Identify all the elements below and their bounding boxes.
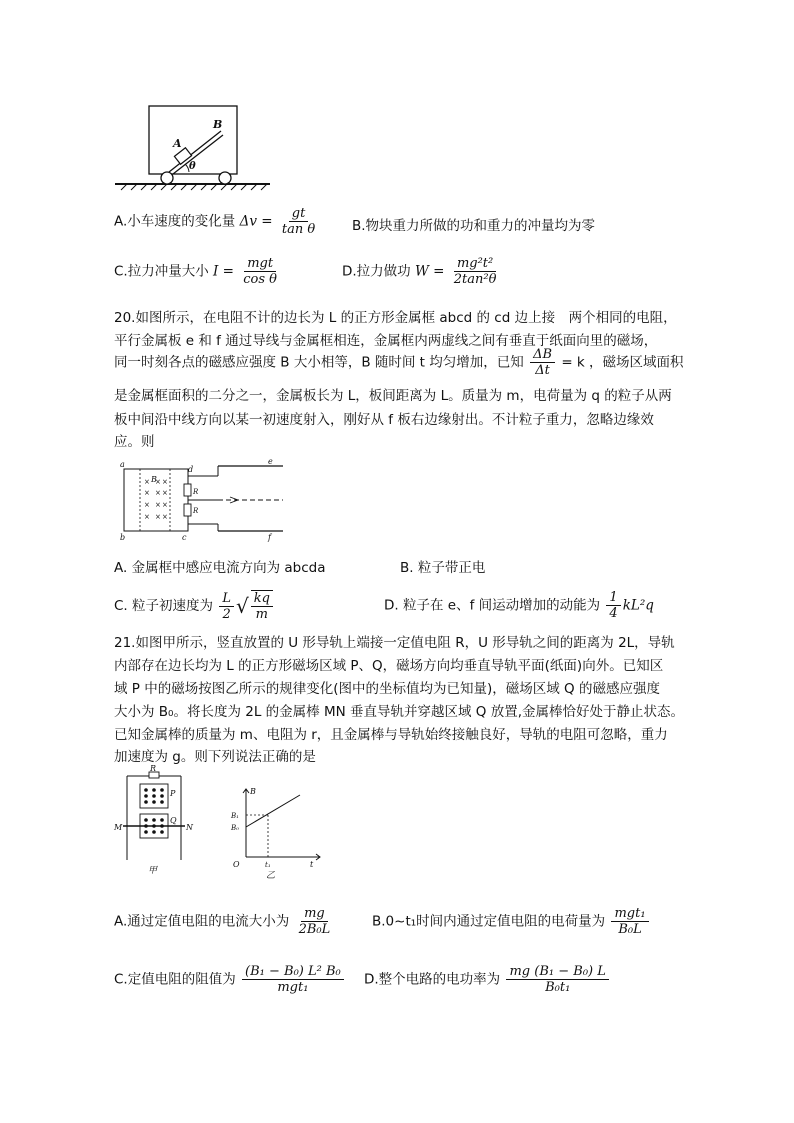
q20-line-4: 是金属框面积的二分之一，金属板长为 L，板间距离为 L。质量为 m，电荷量为 q 的粒子从两 (114, 388, 672, 404)
q21-line-4: 大小为 B₀。将长度为 2L 的金属棒 MN 垂直导轨并穿越区域 Q 放置,金属棒恰好处于静止状态。 (114, 704, 684, 720)
b-t-graph (228, 785, 328, 880)
label-R2: R (193, 507, 199, 515)
q21-line-6: 加速度为 g。则下列说法正确的是 (114, 749, 316, 765)
q21-option-a[interactable]: A.通过定值电阻的电流大小为 $\frac{mg}{\text{2B₀L}}$ (114, 906, 331, 937)
label-f: f (268, 533, 271, 542)
axis-label-t: t (310, 860, 314, 869)
q20-option-d[interactable]: D. 粒子在 e、f 间运动增加的动能为 $\frac{1}{4}$ kL²q (384, 590, 654, 621)
label-theta: θ (189, 161, 196, 172)
svg-text:×: × (162, 478, 168, 486)
svg-text:×: × (162, 489, 168, 497)
q21-line-3: 域 P 中的磁场按图乙所示的规律变化(图中的坐标值均为已知量)，磁场区域 Q 的磁感应强度 (114, 681, 660, 697)
caption-yi: 乙 (266, 871, 276, 881)
svg-text:×: × (155, 489, 161, 497)
tick-B1: B₁ (231, 812, 239, 820)
label-M: M (114, 823, 123, 832)
frame-plates-figure (118, 457, 298, 542)
svg-text:×: × (144, 501, 150, 509)
q21-line-1: 21.如图甲所示，竖直放置的 U 形导轨上端接一定值电阻 R，U 形导轨之间的距离为 2L，导轨 (114, 635, 675, 651)
label-R: R (150, 764, 157, 773)
svg-text:×: × (155, 513, 161, 521)
q21-option-c[interactable]: C.定值电阻的阻值为 $\frac{\text{(B₁ − B₀) L² B₀}}{\text{mgt₁}}$ (114, 964, 346, 995)
q21-option-b[interactable]: B.0~t₁时间内通过定值电阻的电荷量为 $\frac{\text{mgt₁}}{\text{B₀L}}$ (372, 906, 651, 937)
q19-option-a[interactable]: A.小车速度的变化量 Δv = $\frac{gt}{\text{tan θ}}$ (114, 206, 316, 237)
q19-option-d[interactable]: D.拉力做功 W = $\frac{\text{mg²t²}}{\text{2tan²θ}}$ (342, 256, 497, 287)
q20-option-a[interactable]: A. 金属框中感应电流方向为 abcda (114, 560, 326, 576)
label-e: e (268, 457, 273, 466)
svg-text:×: × (155, 501, 161, 509)
svg-text:×: × (144, 478, 150, 486)
axis-label-B: B (250, 787, 256, 796)
label-a: a (120, 460, 125, 469)
svg-text:×: × (155, 478, 161, 486)
label-N: N (186, 823, 193, 832)
label-A: A (173, 137, 182, 150)
q19-option-c[interactable]: C.拉力冲量大小 I = $\frac{\text{mgt}}{\text{cos θ}}$ (114, 256, 277, 287)
origin-O: O (233, 860, 240, 869)
q20-line-2: 平行金属板 e 和 f 通过导线与金属框相连，金属框内两虚线之间有垂直于纸面向里的磁场， (114, 333, 658, 349)
caption-jia: 甲 (148, 866, 158, 876)
q21-line-2: 内部存在边长均为 L 的正方形磁场区域 P、Q，磁场方向均垂直导轨平面(纸面)向外。已知区 (114, 658, 664, 674)
q19-option-b[interactable]: B.物块重力所做的功和重力的冲量均为零 (352, 218, 596, 234)
q20-line-6: 应。则 (114, 434, 155, 450)
tick-t1: t₁ (265, 861, 271, 869)
q20-line-5: 板中间沿中线方向以某一初速度射入，刚好从 f 板右边缘射出。不计粒子重力，忽略边缘效 (114, 412, 654, 428)
cart-figure (115, 100, 275, 192)
label-d: d (188, 465, 194, 474)
q20-option-c[interactable]: C. 粒子初速度为 $\frac{L}{2}$ √ $\frac{kq}{m}$ (114, 590, 275, 622)
tick-B0: B₀ (231, 824, 239, 832)
q21-option-d[interactable]: D.整个电路的电功率为 $\frac{\text{mg (B₁ − B₀) L}}{\text{B₀t₁}}$ (364, 964, 611, 995)
q20-line-3: 同一时刻各点的磁感应强度 B 大小相等，B 随时间 t 均匀增加，已知 $\frac{\Delta B}{\Delta t}$ = k ，磁场区域面积 (114, 347, 684, 378)
q20-option-b[interactable]: B. 粒子带正电 (400, 560, 486, 576)
label-P: P (170, 789, 176, 798)
label-field-B: B (151, 475, 157, 484)
u-rail-figure (113, 764, 208, 878)
svg-text:×: × (162, 513, 168, 521)
label-Q: Q (170, 816, 177, 825)
svg-text:×: × (162, 501, 168, 509)
label-B: B (213, 118, 223, 131)
q21-line-5: 已知金属棒的质量为 m、电阻为 r，且金属棒与导轨始终接触良好，导轨的电阻可忽略，重力 (114, 727, 668, 743)
label-c: c (182, 533, 187, 542)
svg-text:×: × (144, 513, 150, 521)
q20-line-1: 20.如图所示，在电阻不计的边长为 L 的正方形金属框 abcd 的 cd 边上接 两个相同的电阻， (114, 310, 677, 326)
label-R1: R (193, 488, 199, 496)
svg-text:×: × (144, 489, 150, 497)
label-b: b (120, 533, 126, 542)
